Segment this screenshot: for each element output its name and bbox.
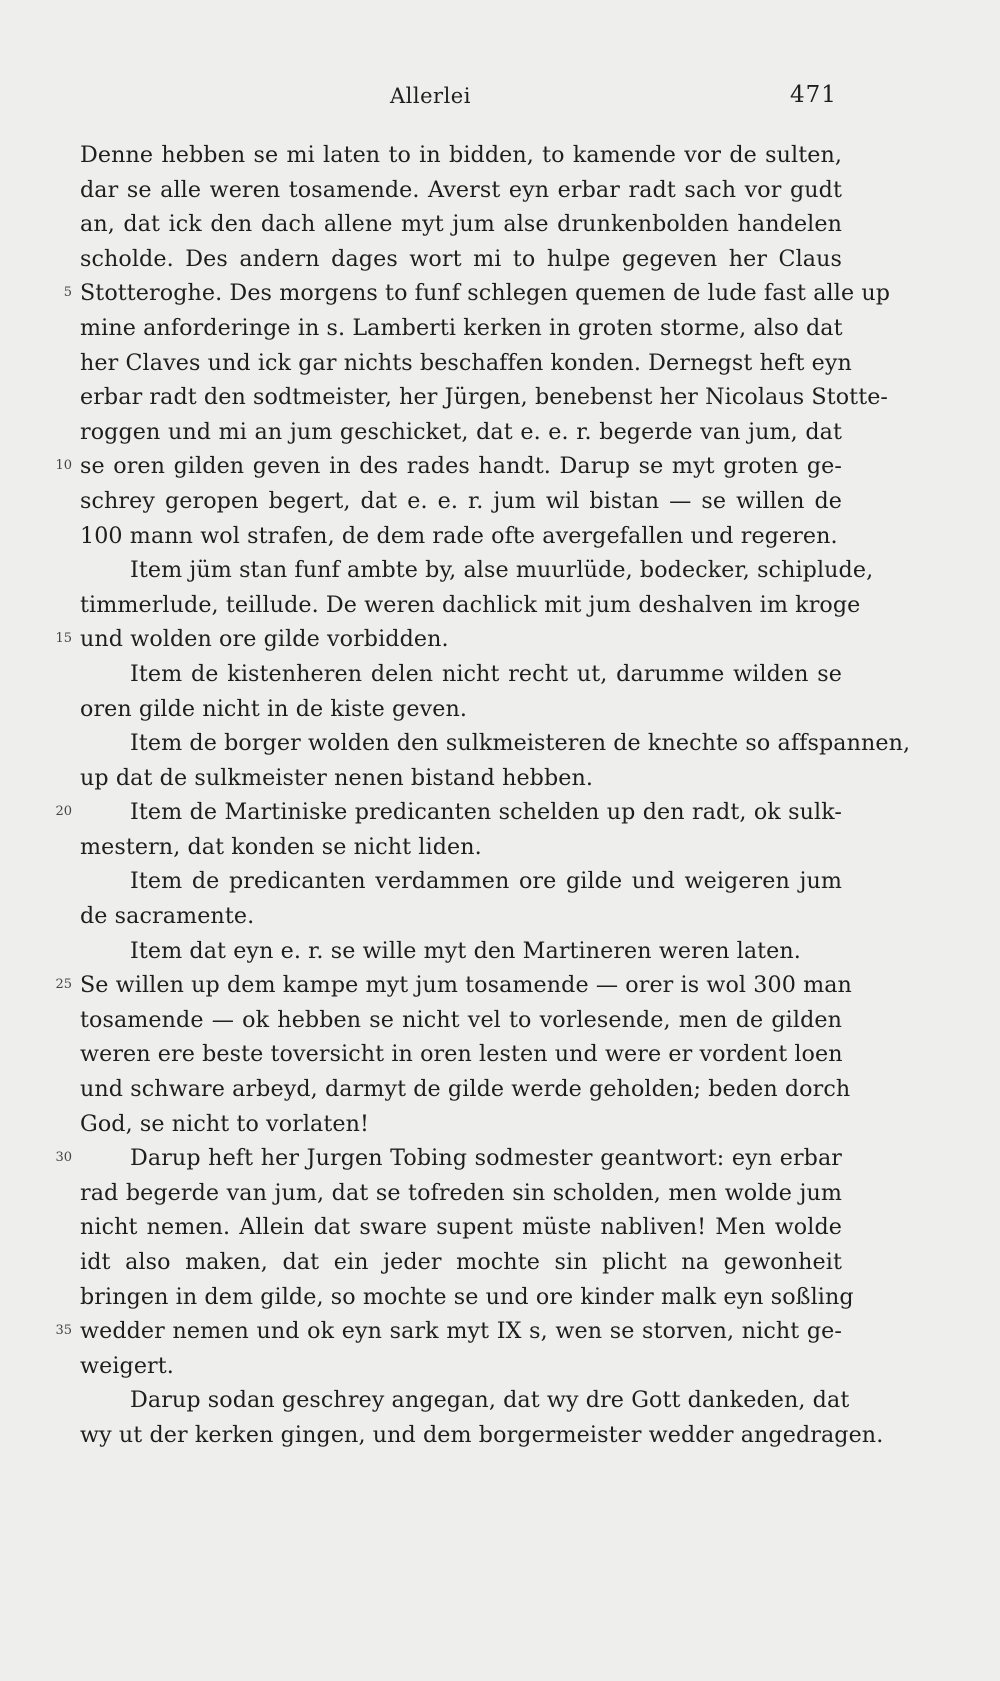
text-line [80, 519, 842, 554]
line-text: und schware arbeyd, darmyt de gilde werde geholden; beden dorch [80, 1076, 851, 1103]
line-text: se oren gilden geven in des rades handt. Darup se myt groten ge- [80, 453, 842, 480]
line-number: 10 [55, 458, 72, 474]
line-text: Item dat eyn e. r. se wille myt den Martineren weren laten. [130, 937, 801, 964]
line-text: mine anforderinge in s. Lamberti kerken in groten storme, also dat [80, 314, 843, 341]
line-text: an, dat ick den dach allene myt jum alse drunkenbolden handelen [80, 211, 842, 238]
line-text: tosamende — ok hebben se nicht vel to vorlesende, men de gilden [80, 1006, 842, 1033]
text-line [80, 657, 842, 692]
line-number: 20 [55, 804, 72, 820]
text-line [80, 726, 911, 761]
text-line [80, 138, 842, 173]
line-text: oren gilde nicht in de kiste geven. [80, 695, 467, 722]
line-text: erbar radt den sodtmeister, her Jürgen, benebenst her Nicolaus Stotte- [80, 384, 889, 411]
text-line [80, 311, 842, 346]
line-text: up dat de sulkmeister nenen bistand hebben. [80, 764, 594, 791]
text-line [80, 864, 842, 899]
line-text: bringen in dem gilde, so mochte se und ore kinder malk eyn soßling [80, 1283, 854, 1310]
line-text: Denne hebben se mi laten to in bidden, to kamende vor de sulten, [80, 142, 842, 168]
text-line [80, 1003, 842, 1038]
text-line [80, 1107, 842, 1142]
line-text: Darup sodan geschrey angegan, dat wy dre Gott dankeden, dat [130, 1387, 850, 1414]
text-line [80, 692, 842, 727]
text-line [80, 1210, 842, 1245]
text-line [55, 795, 842, 830]
line-text: Se willen up dem kampe myt jum tosamende — orer is wol 300 man [80, 972, 852, 999]
line-number: 15 [55, 631, 72, 647]
line-text: mestern, dat konden se nicht liden. [80, 833, 482, 860]
text-line [80, 1349, 842, 1384]
text-line [80, 207, 842, 242]
line-text: roggen und mi an jum geschicket, dat e. e. r. begerde van jum, dat [80, 418, 842, 445]
running-title: Allerlei [390, 84, 471, 108]
line-text: weren ere beste toversicht in oren lesten und were er vordent loen [80, 1041, 843, 1068]
text-line [80, 1072, 851, 1107]
text-line [55, 968, 852, 1003]
text-line [55, 449, 842, 484]
line-text: Darup heft her Jurgen Tobing sodmester geantwort: eyn erbar [130, 1145, 842, 1172]
line-text: Item de borger wolden den sulkmeisteren de knechte so affspannen, [130, 730, 911, 757]
line-text: schrey geropen begert, dat e. e. r. jum wil bistan — se willen de [80, 487, 842, 514]
line-number: 30 [55, 1150, 72, 1166]
text-line [80, 1383, 850, 1418]
text-line [80, 1280, 854, 1315]
line-text: rad begerde van jum, dat se tofreden sin scholden, men wolde jum [80, 1179, 842, 1206]
line-text: 100 mann wol strafen, de dem rade ofte avergefallen und regeren. [80, 522, 838, 549]
text-line [80, 934, 842, 969]
text-line [55, 1314, 842, 1349]
text-line [63, 276, 891, 311]
line-text: her Claves und ick gar nichts beschaffen konden. Dernegst heft eyn [80, 349, 852, 376]
page-number: 471 [790, 82, 837, 108]
line-text: de sacramente. [80, 903, 255, 930]
text-line [80, 761, 842, 796]
text-line [80, 553, 874, 588]
text-line [80, 484, 842, 519]
text-line [80, 415, 842, 450]
line-text: Item de kistenheren delen nicht recht ut, darumme wilden se [130, 660, 842, 687]
line-text: wedder nemen und ok eyn sark myt IX s, wen se storven, nicht ge- [80, 1318, 842, 1345]
line-text: timmerlude, teillude. De weren dachlick mit jum deshalven im kroge [80, 591, 861, 618]
line-text: scholde. Des andern dages wort mi to hulpe gegeven her Claus [80, 245, 842, 272]
text-line [80, 830, 842, 865]
text-line [80, 1418, 884, 1453]
line-number: 35 [55, 1323, 72, 1339]
text-line [80, 1176, 842, 1211]
line-text: wy ut der kerken gingen, und dem borgermeister wedder angedragen. [80, 1421, 884, 1448]
text-line [80, 242, 842, 277]
line-text: und wolden ore gilde vorbidden. [80, 626, 449, 653]
text-line [80, 899, 842, 934]
body-text [55, 138, 911, 1453]
text-line [80, 346, 852, 381]
text-line [80, 380, 889, 415]
line-text: idt also maken, dat ein jeder mochte sin plicht na gewonheit [80, 1249, 842, 1275]
text-line [80, 173, 842, 208]
line-text: Item de Martiniske predicanten schelden up den radt, ok sulk- [130, 799, 842, 826]
text-line [80, 1037, 842, 1072]
line-number: 25 [55, 977, 72, 993]
running-head [0, 80, 1000, 120]
line-text: nicht nemen. Allein dat sware supent müste nabliven! Men wolde [80, 1214, 842, 1241]
text-line [80, 1245, 842, 1280]
text-line [55, 622, 842, 657]
line-text: Item de predicanten verdammen ore gilde und weigeren jum [130, 868, 842, 895]
line-text: weigert. [80, 1352, 174, 1379]
line-text: Stotteroghe. Des morgens to funf schlegen quemen de lude fast alle up [80, 280, 891, 307]
line-text: dar se alle weren tosamende. Averst eyn erbar radt sach vor gudt [80, 176, 842, 203]
line-text: Item jüm stan funf ambte by, alse muurlüde, bodecker, schiplude, [130, 557, 874, 584]
line-number: 5 [63, 285, 72, 301]
text-line [55, 1141, 842, 1176]
text-line [80, 588, 861, 623]
line-text: God, se nicht to vorlaten! [80, 1110, 370, 1137]
